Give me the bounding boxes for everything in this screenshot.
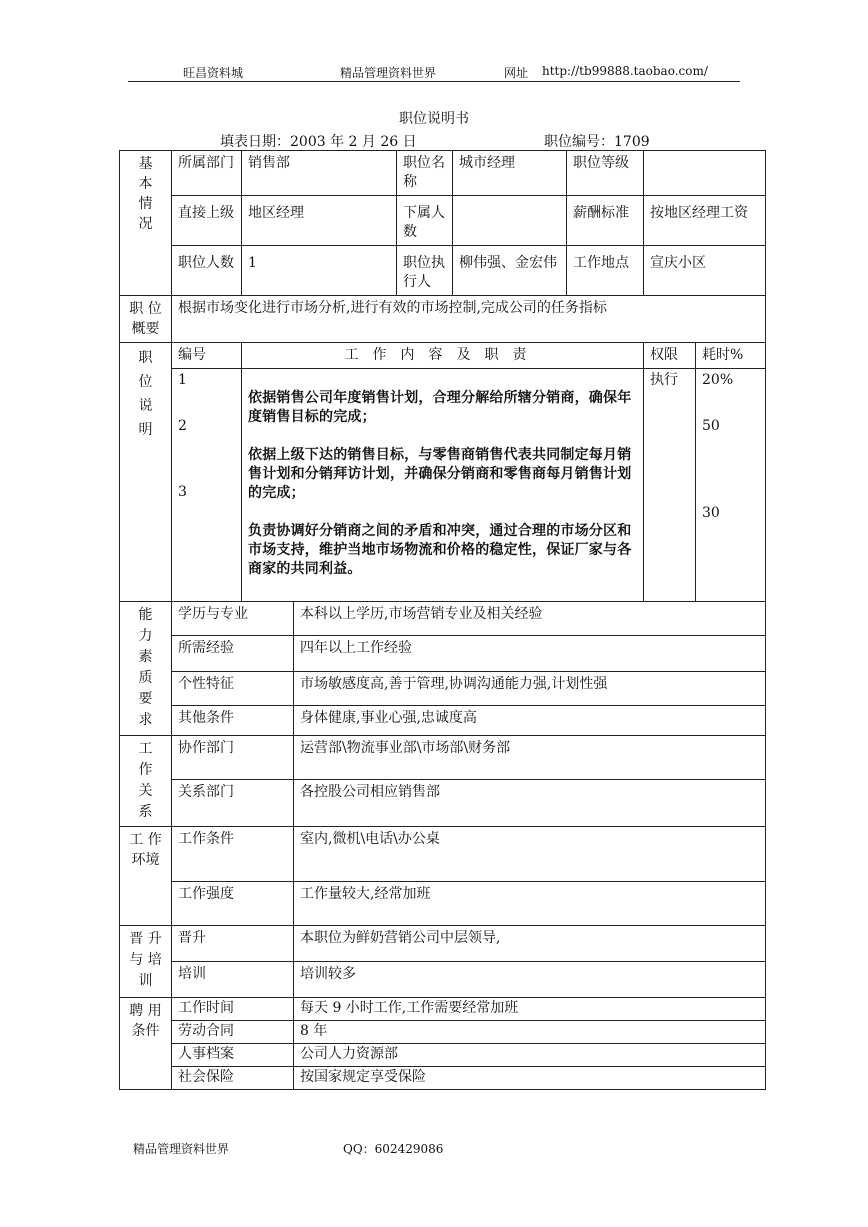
duties-col-time: 耗时% <box>696 343 766 369</box>
duty-text: 负责协调好分销商之间的矛盾和冲突，通过合理的市场分区和市场支持，维护当地市场物流和价格的稳定性，保证厂家与各商家的共同利益。 <box>248 523 632 577</box>
duty-time: 30 <box>702 505 720 521</box>
overview-text: 根据市场变化进行市场分析,进行有效的市场控制,完成公司的任务指标 <box>172 296 766 343</box>
ability-label: 所需经验 <box>172 636 294 672</box>
position-name-label: 职位名称 <box>397 151 453 196</box>
relations-value: 各控股公司相应销售部 <box>294 780 766 827</box>
promotion-value: 培训较多 <box>294 962 766 998</box>
dept-label: 所属部门 <box>172 151 242 196</box>
employment-value: 8 年 <box>294 1021 766 1044</box>
ability-value: 本科以上学历,市场营销专业及相关经验 <box>294 602 766 636</box>
header-url-label: 网址 <box>504 66 529 80</box>
duty-no: 3 <box>178 484 187 500</box>
duty-time: 20% <box>702 372 734 388</box>
employment-label: 社会保险 <box>172 1067 294 1090</box>
duty-auth: 执行 <box>650 372 678 388</box>
duties-content <box>242 369 644 602</box>
relations-label: 协作部门 <box>172 736 294 780</box>
section-employment: 聘 用 条件 <box>120 998 172 1090</box>
header-middle-text: 精品管理资料世界 <box>340 66 437 80</box>
document-title: 职位说明书 <box>399 111 469 127</box>
headcount-label: 职位人数 <box>172 246 242 296</box>
dept-value: 销售部 <box>242 151 397 196</box>
relations-label: 关系部门 <box>172 780 294 827</box>
duties-time <box>696 369 766 602</box>
ability-value: 身体健康,事业心强,忠诚度高 <box>294 706 766 736</box>
subordinates-label: 下属人数 <box>397 196 453 246</box>
superior-label: 直接上级 <box>172 196 242 246</box>
salary-label: 薪酬标准 <box>567 196 644 246</box>
level-value <box>644 151 766 196</box>
ability-label: 学历与专业 <box>172 602 294 636</box>
headcount-value: 1 <box>242 246 397 296</box>
ability-value: 四年以上工作经验 <box>294 636 766 672</box>
promotion-label: 培训 <box>172 962 294 998</box>
section-duties: 职 位 说 明 <box>120 343 172 602</box>
section-ability: 能 力 素 质 要 求 <box>120 602 172 736</box>
salary-value: 按地区经理工资 <box>644 196 766 246</box>
job-description-table <box>119 150 766 1090</box>
environment-label: 工作强度 <box>172 882 294 926</box>
ability-label: 其他条件 <box>172 706 294 736</box>
header-url-link[interactable]: http://tb99888.taobao.com/ <box>542 64 708 78</box>
duties-col-no: 编号 <box>172 343 242 369</box>
employment-value: 公司人力资源部 <box>294 1044 766 1067</box>
employment-value: 按国家规定享受保险 <box>294 1067 766 1090</box>
ability-label: 个性特征 <box>172 672 294 706</box>
employment-label: 人事档案 <box>172 1044 294 1067</box>
duties-numbers <box>172 369 242 602</box>
duty-time: 50 <box>702 418 720 434</box>
ability-value: 市场敏感度高,善于管理,协调沟通能力强,计划性强 <box>294 672 766 706</box>
promotion-label: 晋升 <box>172 926 294 962</box>
employment-label: 劳动合同 <box>172 1021 294 1044</box>
duties-authority <box>644 369 696 602</box>
location-value: 宣庆小区 <box>644 246 766 296</box>
subordinates-value <box>453 196 567 246</box>
duty-text: 依据上级下达的销售目标，与零售商销售代表共同制定每月销售计划和分销拜访计划，并确保分销商和零售商每月销售计划的完成； <box>248 447 632 501</box>
duty-text: 依据销售公司年度销售计划，合理分解给所辖分销商，确保年度销售目标的完成； <box>248 390 632 425</box>
position-code: 职位编号：1709 <box>544 134 650 150</box>
position-name-value: 城市经理 <box>453 151 567 196</box>
environment-value: 工作量较大,经常加班 <box>294 882 766 926</box>
section-environment: 工 作 环境 <box>120 827 172 926</box>
duty-no: 2 <box>178 418 187 434</box>
relations-value: 运营部\物流事业部\市场部\财务部 <box>294 736 766 780</box>
page-header <box>128 62 740 82</box>
promotion-value: 本职位为鲜奶营销公司中层领导, <box>294 926 766 962</box>
employment-label: 工作时间 <box>172 998 294 1021</box>
executor-label: 职位执行人 <box>397 246 453 296</box>
section-overview: 职 位 概要 <box>120 296 172 343</box>
footer-left-text: 精品管理资料世界 <box>133 1142 230 1156</box>
section-promotion: 晋 升 与 培 训 <box>120 926 172 998</box>
location-label: 工作地点 <box>567 246 644 296</box>
fill-date: 填表日期：2003 年 2 月 26 日 <box>220 134 417 150</box>
duties-col-content: 工作内容及职责 <box>242 343 644 369</box>
section-basic: 基 本 情 况 <box>120 151 172 296</box>
environment-label: 工作条件 <box>172 827 294 882</box>
section-relations: 工 作 关 系 <box>120 736 172 827</box>
duties-col-auth: 权限 <box>644 343 696 369</box>
header-left-text: 旺昌资料城 <box>183 66 244 80</box>
superior-value: 地区经理 <box>242 196 397 246</box>
level-label: 职位等级 <box>567 151 644 196</box>
employment-value: 每天 9 小时工作,工作需要经常加班 <box>294 998 766 1021</box>
footer-qq: QQ：602429086 <box>343 1142 444 1156</box>
executor-value: 柳伟强、金宏伟 <box>453 246 567 296</box>
duty-no: 1 <box>178 372 187 388</box>
environment-value: 室内,微机\电话\办公桌 <box>294 827 766 882</box>
